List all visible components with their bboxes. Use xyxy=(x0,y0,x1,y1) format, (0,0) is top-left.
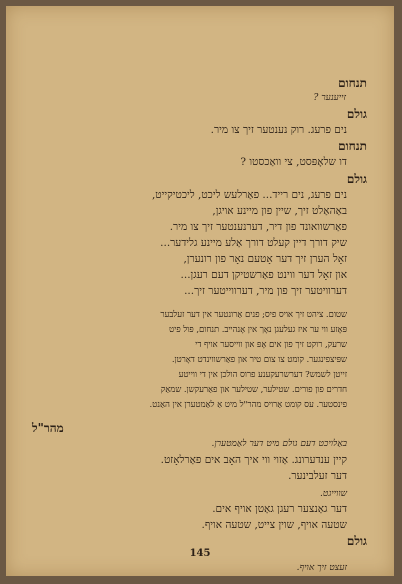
dialogue-line: שיק דורך דיין קעלט דורך אַלע מיינע גלידער... xyxy=(160,237,347,249)
dialogue-line: נים פרעג. רוק נענטער זיך צו מיר. xyxy=(210,124,347,136)
stage-direction: באַלויכט דעם גולם מיט דער לאַמטערן. xyxy=(211,439,347,449)
book-page xyxy=(6,6,394,576)
dialogue-line: דער גאַנצער רעגן גאַטן אויף אים. xyxy=(212,503,347,515)
dialogue-line: און זאָל דער ווינט פאַרשטיקן דעם רעגן... xyxy=(180,269,347,281)
stage-direction: זעצט זיך אויף. xyxy=(296,563,347,573)
prose-line: שטום. ציהט זיך אויס פיס; פנים אַרונטער אין דער זעלבער xyxy=(160,310,347,320)
dialogue-line: דערוויטער זיך פון מיר, דערווייטער זיך... xyxy=(184,285,347,297)
speaker-golem: גולם xyxy=(346,172,367,186)
prose-line: זייטן לשמש? דערשרעקענע פרוס הולכן אין די ווייטע xyxy=(178,370,347,380)
prose-line: פּאָזע ווי ער איז געלעגן נאָך אין אָנהײב. תנחום, פּול פיט xyxy=(168,325,347,335)
speaker-golem: גולם xyxy=(346,107,367,121)
prose-line: שפּיצפינגער. קומט צו צום טיר און פאַרשווינדט דאָרטן. xyxy=(171,355,347,365)
dialogue-line: שטעה אויף, שוין צייט, שטעה אויף. xyxy=(201,519,347,531)
dialogue-line: דו שלאָפּסט, צי וואַכסטו ? xyxy=(240,156,347,168)
speaker-tanchum: תנחום xyxy=(338,139,367,153)
stage-direction: שווייגט. xyxy=(320,489,347,499)
prose-line: פינסטער. עס קומט אַרויס מהר"ל מיט אַ לאַמטערן אין האַנט. xyxy=(149,400,347,410)
speaker-tanchum: תנחום xyxy=(338,76,367,90)
stage-direction: זייענער ? xyxy=(313,93,346,103)
prose-line: חדרים פון פורים. שטילער, שטילער און פאַרעקשן. שמאַק xyxy=(160,385,347,395)
dialogue-line: זאָל הערן זיך דער אָטעם נאָר פון רונערן, xyxy=(183,253,347,265)
prose-line: שרעק, רוקט זיך פון אים אָפּ און ווייסער אויף די xyxy=(195,340,347,350)
dialogue-line: קיין ענדערונג. אַזוי ווי איך האָב אים פאַרלאָזט. xyxy=(160,454,347,466)
speaker-golem: גולם xyxy=(346,534,367,548)
speaker-maharal: מהר"ל xyxy=(32,421,64,435)
dialogue-line: דער זעלבינער. xyxy=(288,470,347,482)
dialogue-line: נים פרעג, נים רייד... פאַרלעש ליכט, ליכטיקייט, xyxy=(151,189,347,201)
page-number: 145 xyxy=(189,548,211,559)
dialogue-line: פאַרשוואונד פון דיר, דערנענטער זיך צו מיר. xyxy=(169,221,347,233)
dialogue-line: באַהאַלט זיך, שיין פון מיינע אויגן, xyxy=(212,205,347,217)
